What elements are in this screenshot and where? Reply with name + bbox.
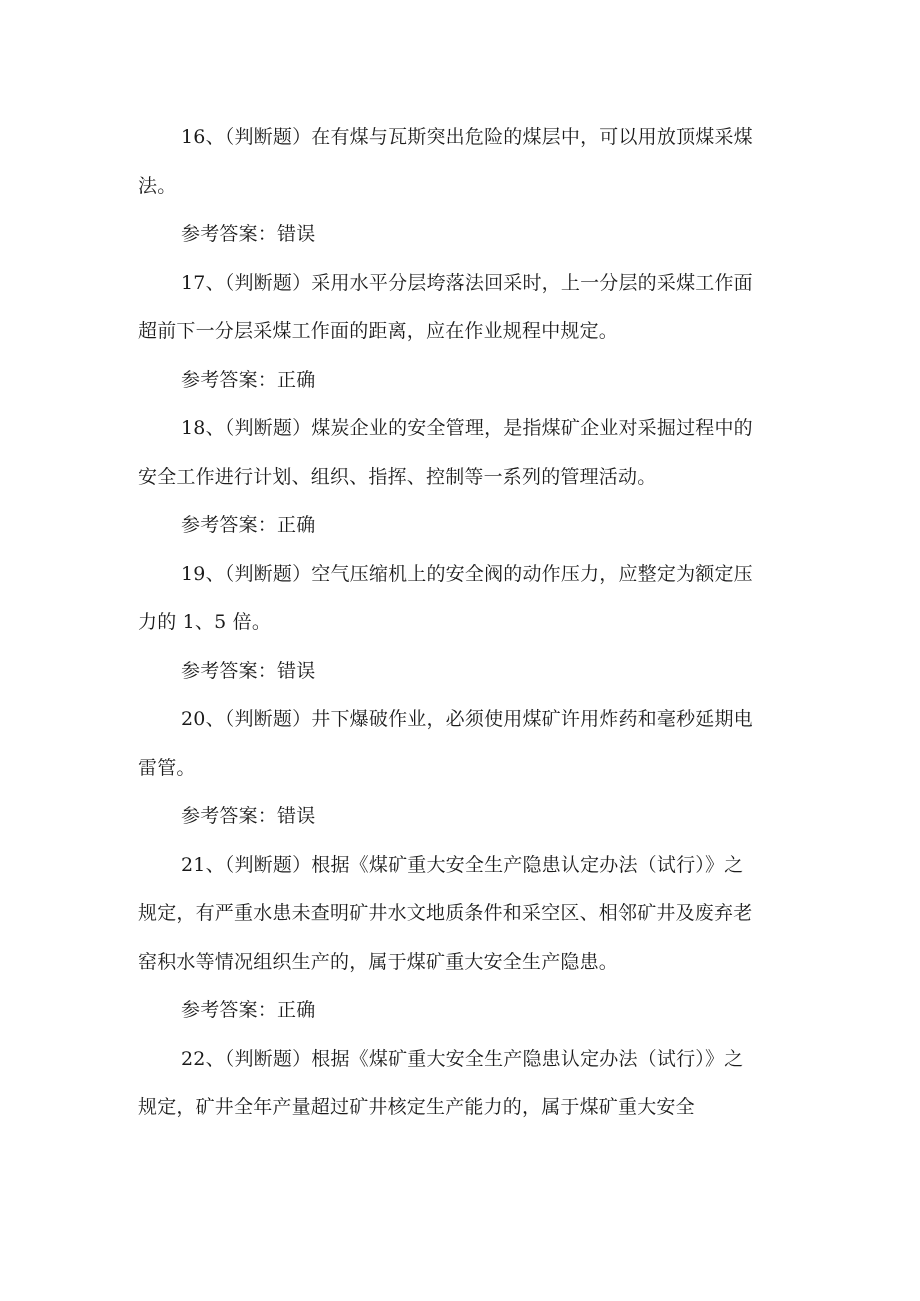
question-19-answer: 参考答案：错误 <box>181 659 316 682</box>
question-16-line-1: 16、（判断题）在有煤与瓦斯突出危险的煤层中，可以用放顶煤采煤 <box>181 126 753 148</box>
question-18-line-2: 安全工作进行计划、组织、指挥、控制等一系列的管理活动。 <box>138 465 657 488</box>
question-22-line-2: 规定，矿井全年产量超过矿井核定生产能力的，属于煤矿重大安全 <box>138 1096 695 1118</box>
question-17-line-2: 超前下一分层采煤工作面的距离，应在作业规程中规定。 <box>138 320 619 342</box>
question-20-line-2: 雷管。 <box>138 756 196 779</box>
question-21-line-2: 规定，有严重水患未查明矿井水文地质条件和采空区、相邻矿井及废弃老 <box>138 902 753 924</box>
question-19-line-2: 力的 1、5 倍。 <box>138 611 272 633</box>
question-18-line-1: 18、（判断题）煤炭企业的安全管理，是指煤矿企业对采掘过程中的 <box>181 417 753 439</box>
question-20-answer: 参考答案：错误 <box>181 805 316 827</box>
question-21-line-1: 21、（判断题）根据《煤矿重大安全生产隐患认定办法（试行）》之 <box>181 853 744 876</box>
question-22-line-1: 22、（判断题）根据《煤矿重大安全生产隐患认定办法（试行）》之 <box>181 1047 744 1070</box>
question-list <box>138 113 788 1132</box>
question-19-line-1: 19、（判断题）空气压缩机上的安全阀的动作压力，应整定为额定压 <box>181 562 753 585</box>
question-21-line-3: 窑积水等情况组织生产的，属于煤矿重大安全生产隐患。 <box>138 950 619 973</box>
question-17-answer: 参考答案：正确 <box>181 368 316 391</box>
question-17-line-1: 17、（判断题）采用水平分层垮落法回采时，上一分层的采煤工作面 <box>181 271 753 294</box>
question-20-line-1: 20、（判断题）井下爆破作业，必须使用煤矿许用炸药和毫秒延期电 <box>181 708 753 730</box>
question-21-answer: 参考答案：正确 <box>181 999 316 1021</box>
question-16-answer: 参考答案：错误 <box>181 223 316 245</box>
question-18-answer: 参考答案：正确 <box>181 514 316 536</box>
question-16-line-2: 法。 <box>138 174 177 197</box>
